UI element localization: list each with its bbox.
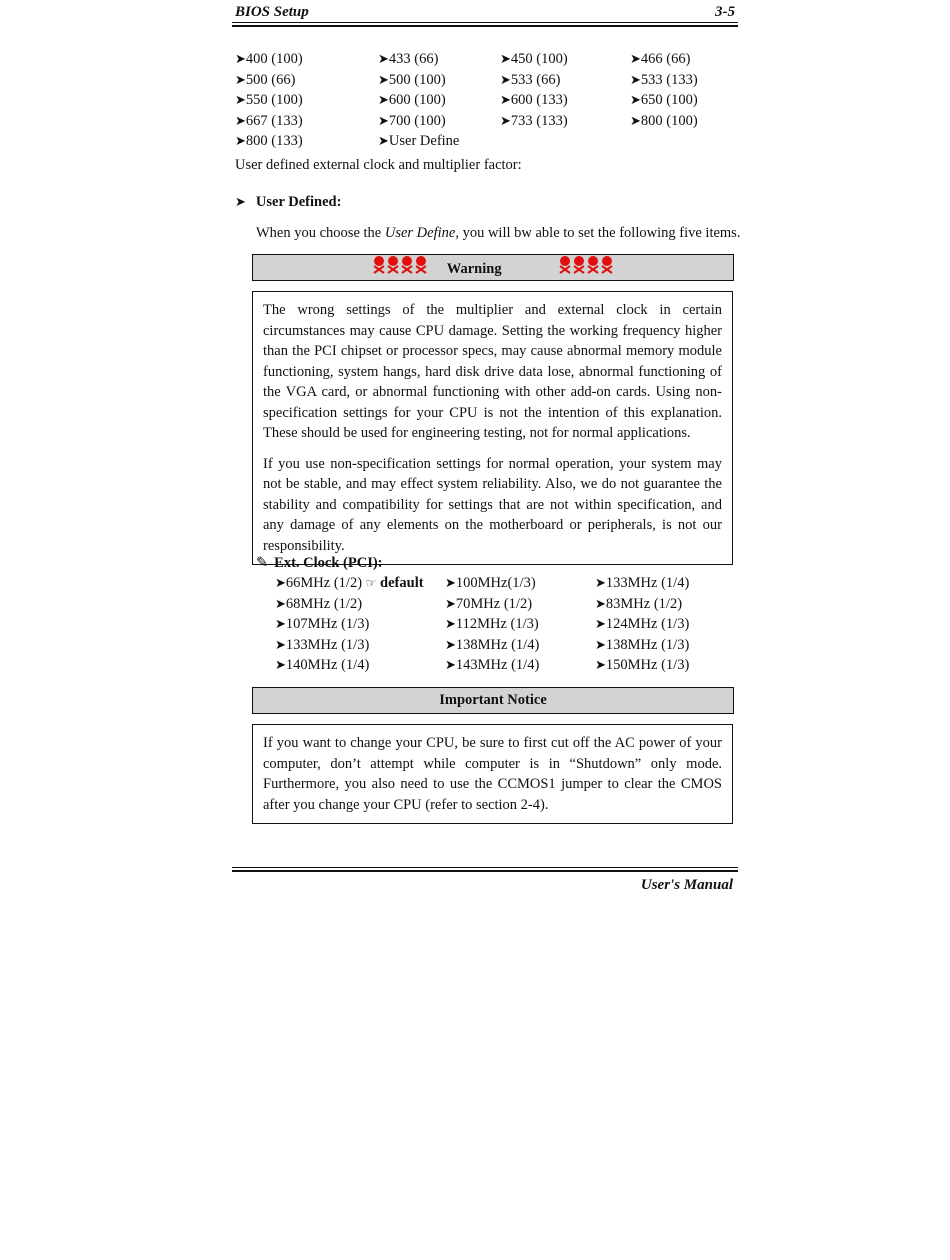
arrow-bullet-icon: ➤ bbox=[378, 93, 389, 108]
ext-clock-option: ➤66MHz (1/2) ☞ default bbox=[275, 575, 424, 591]
important-notice-text: If you want to change your CPU, be sure to first cut off the AC power of your computer, don’t attempt while computer is in “Shutdown” only mode. Furthermore, you also need to use the CCMOS1 jumper to clear the CMOS after you change your CPU (refer to section 2-4). bbox=[263, 735, 722, 813]
warning-title: Warning bbox=[446, 260, 502, 277]
arrow-bullet-icon: ➤ bbox=[500, 93, 511, 108]
frequency-options-grid bbox=[235, 51, 735, 154]
frequency-option: ➤800 (100) bbox=[630, 112, 698, 129]
header-title: BIOS Setup bbox=[235, 4, 309, 20]
arrow-bullet-icon: ➤ bbox=[630, 93, 641, 108]
arrow-bullet-icon: ➤ bbox=[235, 195, 246, 210]
frequency-option: ➤450 (100) bbox=[500, 51, 568, 67]
arrow-bullet-icon: ➤ bbox=[275, 617, 286, 632]
ext-clock-option: ➤107MHz (1/3) bbox=[275, 616, 370, 632]
ext-clock-row bbox=[275, 657, 735, 678]
ext-clock-option: ➤124MHz (1/3) bbox=[595, 616, 690, 632]
warning-paragraph: If you use non-specification settings for normal operation, your system may not be stable, and may effect system reliability. Also, we do not guarantee the stability and compatibility for settings that are not within specification, and any damage of any elements on the motherboard or peripherals, is not our responsibility. bbox=[263, 455, 722, 554]
ext-clock-option: ➤68MHz (1/2) bbox=[275, 595, 363, 612]
frequency-row bbox=[235, 133, 735, 154]
ext-clock-option: ➤150MHz (1/3) bbox=[595, 657, 690, 673]
frequency-option: ➤650 (100) bbox=[630, 92, 698, 108]
arrow-bullet-icon: ➤ bbox=[500, 113, 511, 129]
frequency-option: ➤600 (100) bbox=[378, 92, 446, 108]
page-header bbox=[235, 4, 735, 22]
important-notice-box bbox=[252, 724, 733, 824]
arrow-bullet-icon: ➤ bbox=[235, 52, 246, 67]
frequency-option: ➤500 (66) bbox=[235, 71, 296, 88]
ext-clock-option: ➤138MHz (1/3) bbox=[595, 636, 690, 653]
user-defined-heading: ➤ User Defined: bbox=[235, 194, 342, 210]
arrow-bullet-icon: ➤ bbox=[275, 596, 286, 612]
ext-clock-option: ➤133MHz (1/3) bbox=[275, 636, 370, 653]
ext-clock-option: ➤140MHz (1/4) bbox=[275, 657, 370, 673]
frequency-row bbox=[235, 51, 735, 72]
arrow-bullet-icon: ➤ bbox=[595, 617, 606, 632]
warning-box bbox=[252, 291, 733, 565]
arrow-bullet-icon: ➤ bbox=[275, 576, 286, 591]
arrow-bullet-icon: ➤ bbox=[445, 576, 456, 591]
arrow-bullet-icon: ➤ bbox=[500, 52, 511, 67]
frequency-option: ➤800 (133) bbox=[235, 133, 303, 149]
arrow-bullet-icon: ➤ bbox=[630, 72, 641, 88]
footer-rule-thick bbox=[232, 870, 738, 872]
ext-clock-row bbox=[275, 596, 735, 617]
frequency-row bbox=[235, 92, 735, 113]
frequency-option: ➤533 (133) bbox=[630, 71, 698, 88]
ext-clock-options-grid bbox=[275, 575, 735, 678]
ext-clock-option: ➤112MHz (1/3) bbox=[445, 616, 539, 632]
warning-bar bbox=[252, 254, 734, 281]
default-label: default bbox=[380, 575, 424, 591]
arrow-bullet-icon: ➤ bbox=[500, 72, 511, 88]
arrow-bullet-icon: ➤ bbox=[378, 134, 389, 149]
arrow-bullet-icon: ➤ bbox=[595, 658, 606, 673]
arrow-bullet-icon: ➤ bbox=[445, 596, 456, 612]
ext-clock-row bbox=[275, 616, 735, 637]
arrow-bullet-icon: ➤ bbox=[595, 637, 606, 653]
arrow-bullet-icon: ➤ bbox=[275, 637, 286, 653]
arrow-bullet-icon: ➤ bbox=[275, 658, 286, 673]
arrow-bullet-icon: ➤ bbox=[378, 113, 389, 129]
ext-clock-option: ➤133MHz (1/4) bbox=[595, 575, 690, 591]
arrow-bullet-icon: ➤ bbox=[378, 52, 389, 67]
frequency-row bbox=[235, 72, 735, 93]
arrow-bullet-icon: ➤ bbox=[595, 576, 606, 591]
frequency-row bbox=[235, 113, 735, 134]
arrow-bullet-icon: ➤ bbox=[445, 658, 456, 673]
arrow-bullet-icon: ➤ bbox=[235, 134, 246, 149]
frequency-option: ➤500 (100) bbox=[378, 71, 446, 88]
arrow-bullet-icon: ➤ bbox=[595, 596, 606, 612]
ext-clock-heading: ✎ Ext. Clock (PCI): bbox=[256, 555, 383, 571]
user-defined-description: When you choose the User Define, you will bw able to set the following five items. bbox=[256, 225, 741, 241]
intro-line: User defined external clock and multiplier factor: bbox=[235, 157, 522, 173]
skull-crossbones-icon bbox=[559, 255, 613, 284]
arrow-bullet-icon: ➤ bbox=[630, 113, 641, 129]
ext-clock-option: ➤70MHz (1/2) bbox=[445, 595, 533, 612]
ext-clock-option: ➤100MHz(1/3) bbox=[445, 575, 536, 591]
ext-clock-option: ➤143MHz (1/4) bbox=[445, 657, 540, 673]
header-rule bbox=[232, 22, 738, 23]
ext-clock-row bbox=[275, 575, 735, 596]
frequency-option: ➤667 (133) bbox=[235, 112, 303, 129]
frequency-option: ➤533 (66) bbox=[500, 71, 561, 88]
ext-clock-row bbox=[275, 637, 735, 658]
important-notice-bar bbox=[252, 687, 734, 714]
pencil-icon: ✎ bbox=[256, 555, 269, 571]
footer-rule bbox=[232, 867, 738, 868]
frequency-option: ➤733 (133) bbox=[500, 112, 568, 129]
frequency-option: ➤700 (100) bbox=[378, 112, 446, 129]
ext-clock-option: ➤138MHz (1/4) bbox=[445, 636, 540, 653]
frequency-option: ➤466 (66) bbox=[630, 51, 691, 67]
header-rule-thick bbox=[232, 25, 738, 27]
frequency-option: ➤433 (66) bbox=[378, 51, 439, 67]
arrow-bullet-icon: ➤ bbox=[235, 72, 246, 88]
footer-title: User's Manual bbox=[640, 877, 733, 893]
frequency-option: ➤550 (100) bbox=[235, 92, 303, 108]
arrow-bullet-icon: ➤ bbox=[630, 52, 641, 67]
important-notice-title: Important Notice bbox=[439, 692, 547, 708]
warning-paragraph: The wrong settings of the multiplier and external clock in certain circumstances may cause CPU damage. Setting the working frequency higher than the PCI chipset or processor specs, may cause abnormal memory module functioning, system hangs, hard disk drive data lose, abnormal functioning of the VGA card, or abnormal functioning with other add-on cards. Using non-specification settings for your CPU is not the intention of this explanation. These should be used for engineering testing, not for normal applications. bbox=[263, 302, 722, 441]
arrow-bullet-icon: ➤ bbox=[235, 113, 246, 129]
arrow-bullet-icon: ➤ bbox=[445, 637, 456, 653]
arrow-bullet-icon: ➤ bbox=[445, 617, 456, 632]
page-number: 3-5 bbox=[715, 4, 735, 20]
pointing-hand-icon: ☞ bbox=[365, 576, 377, 590]
frequency-option: ➤600 (133) bbox=[500, 92, 568, 108]
arrow-bullet-icon: ➤ bbox=[378, 72, 389, 88]
skull-crossbones-icon bbox=[373, 255, 427, 284]
frequency-option-user-define: ➤User Define bbox=[378, 133, 460, 149]
arrow-bullet-icon: ➤ bbox=[235, 93, 246, 108]
frequency-option: ➤400 (100) bbox=[235, 51, 303, 67]
ext-clock-option: ➤83MHz (1/2) bbox=[595, 595, 683, 612]
